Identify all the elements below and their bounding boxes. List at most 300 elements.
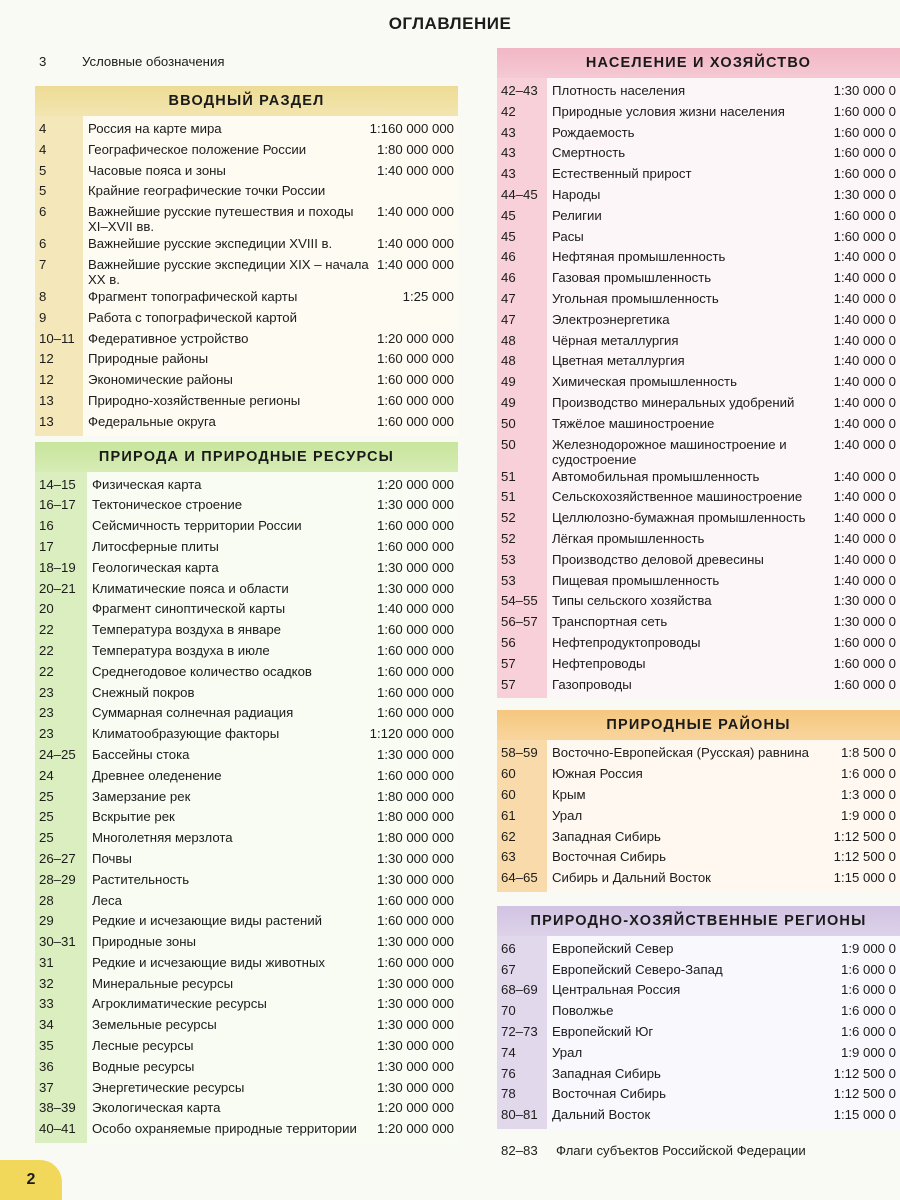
entry-page: 23 <box>39 705 54 721</box>
entry-scale: 1:60 000 000 <box>376 663 454 679</box>
entry-name: Важнейшие русские экспедиции XVIII в. <box>88 236 333 252</box>
toc-entry[interactable] <box>35 161 458 182</box>
entry-name: Древнее оледенение <box>92 767 222 783</box>
toc-entry[interactable] <box>497 289 900 310</box>
entry-scale: 1:60 000 000 <box>376 413 454 429</box>
toc-entry[interactable] <box>497 654 900 675</box>
entry-name: Поволжье <box>552 1003 614 1019</box>
entry-scale: 1:20 000 000 <box>376 330 454 346</box>
entry-name: Природные зоны <box>92 934 197 950</box>
entry-page: 6 <box>39 204 47 220</box>
entry-scale: 1:60 000 000 <box>376 767 454 783</box>
entry-page: 56 <box>501 634 516 650</box>
entry-page: 30–31 <box>39 934 76 950</box>
toc-entry[interactable] <box>35 558 458 579</box>
entry-page: 68–69 <box>501 982 538 998</box>
entry-scale: 1:30 000 000 <box>376 975 454 991</box>
entry-scale: 1:9 000 0 <box>841 940 896 956</box>
entry-name: Европейский Север <box>552 940 674 956</box>
entry-scale: 1:30 000 000 <box>376 559 454 575</box>
entry-scale: 1:12 500 0 <box>833 1086 896 1102</box>
entry-name: Физическая карта <box>92 476 202 492</box>
entry-page: 20–21 <box>39 580 76 596</box>
toc-entry[interactable] <box>497 1001 900 1022</box>
entry-page: 23 <box>39 684 54 700</box>
entry-name: Вскрытие рек <box>92 809 175 825</box>
toc-entry[interactable] <box>497 960 900 981</box>
toc-entry[interactable] <box>35 329 458 350</box>
toc-entry[interactable] <box>35 932 458 953</box>
entry-scale: 1:60 000 0 <box>833 145 896 161</box>
entry-scale: 1:9 000 0 <box>841 1044 896 1060</box>
entry-page: 22 <box>39 622 54 638</box>
entry-name: Энергетические ресурсы <box>92 1079 245 1095</box>
entry-scale: 1:15 000 0 <box>833 870 896 886</box>
entry-page: 29 <box>39 913 54 929</box>
entry-name: Тяжёлое машиностроение <box>552 415 715 431</box>
toc-entry[interactable] <box>35 516 458 537</box>
entry-page: 43 <box>501 166 516 182</box>
entry-page: 45 <box>501 207 516 223</box>
entry-page: 66 <box>501 940 516 956</box>
entry-name: Электроэнергетика <box>552 311 670 327</box>
entry-name: Фрагмент синоптической карты <box>92 601 286 617</box>
entry-page: 33 <box>39 996 54 1012</box>
toc-entry[interactable] <box>35 234 458 255</box>
toc-entry[interactable] <box>497 764 900 785</box>
entry-scale: 1:60 000 000 <box>376 538 454 554</box>
toc-entry[interactable] <box>35 620 458 641</box>
entry-page: 12 <box>39 351 54 367</box>
toc-entry[interactable] <box>35 870 458 891</box>
entry-scale: 1:40 000 000 <box>376 204 454 220</box>
entry-scale: 1:6 000 0 <box>841 1003 896 1019</box>
toc-entry[interactable] <box>35 119 458 140</box>
toc-entry[interactable] <box>497 571 900 592</box>
entry-name: Среднегодовое количество осадков <box>92 663 312 679</box>
toc-entry[interactable] <box>497 1105 900 1126</box>
toc-entry[interactable] <box>497 1084 900 1105</box>
entry-name: Сельскохозяйственное машиностроение <box>552 489 803 505</box>
entry-page: 23 <box>39 726 54 742</box>
entry-scale: 1:60 000 0 <box>833 103 896 119</box>
entry-page: 5 <box>39 162 47 178</box>
entry-page: 52 <box>501 530 516 546</box>
toc-entry[interactable] <box>35 683 458 704</box>
entry-page: 34 <box>39 1017 54 1033</box>
entry-scale: 1:40 000 000 <box>376 256 454 272</box>
section-body <box>35 116 458 436</box>
toc-entry[interactable] <box>497 467 900 488</box>
entry-page: 25 <box>39 788 54 804</box>
toc-entry[interactable] <box>35 349 458 370</box>
toc-entry[interactable] <box>35 994 458 1015</box>
toc-entry[interactable] <box>35 140 458 161</box>
section-body <box>497 740 900 892</box>
toc-entry[interactable] <box>497 529 900 550</box>
toc-entry[interactable] <box>35 745 458 766</box>
entry-scale: 1:40 000 0 <box>833 551 896 567</box>
toc-entry[interactable] <box>35 1036 458 1057</box>
entry-scale: 1:40 000 0 <box>833 489 896 505</box>
entry-name: Природные условия жизни населения <box>552 103 785 119</box>
toc-entry[interactable] <box>35 412 458 433</box>
entry-scale: 1:30 000 000 <box>376 1017 454 1033</box>
entry-page: 25 <box>39 830 54 846</box>
entry-name: Цветная металлургия <box>552 353 685 369</box>
entry-page: 50 <box>501 436 516 452</box>
entry-scale: 1:30 000 0 <box>833 186 896 202</box>
section-body <box>497 936 900 1129</box>
entry-scale: 1:40 000 0 <box>833 468 896 484</box>
entry-scale: 1:80 000 000 <box>376 830 454 846</box>
toc-entry[interactable] <box>497 206 900 227</box>
entry-name: Газовая промышленность <box>552 270 712 286</box>
section-regions <box>497 710 900 892</box>
entry-name: Плотность населения <box>552 83 686 98</box>
entry-scale: 1:30 000 0 <box>833 83 896 98</box>
entry-name: Религии <box>552 207 602 223</box>
entry-page: 62 <box>501 828 516 844</box>
toc-entry[interactable] <box>35 1098 458 1119</box>
toc-entry[interactable] <box>35 495 458 516</box>
toc-entry[interactable] <box>35 181 458 202</box>
entry-scale: 1:30 000 000 <box>376 746 454 762</box>
entry-page: 36 <box>39 1058 54 1074</box>
entry-scale: 1:60 000 000 <box>376 372 454 388</box>
entry-scale: 1:30 000 0 <box>833 614 896 630</box>
entry-page: 4 <box>39 141 47 157</box>
entry-scale: 1:60 000 0 <box>833 207 896 223</box>
entry-scale: 1:30 000 000 <box>376 934 454 950</box>
section-population <box>497 48 900 698</box>
toc-entry[interactable] <box>35 370 458 391</box>
toc-entry[interactable] <box>497 1022 900 1043</box>
entry-page: 22 <box>39 642 54 658</box>
entry-name: Минеральные ресурсы <box>92 975 234 991</box>
toc-entry[interactable] <box>497 227 900 248</box>
left-column <box>35 48 458 1143</box>
entry-page: 43 <box>501 124 516 140</box>
entry-page: 80–81 <box>501 1107 538 1123</box>
entry-page: 48 <box>501 332 516 348</box>
entry-scale: 1:12 500 0 <box>833 1065 896 1081</box>
toc-entry[interactable] <box>497 414 900 435</box>
toc-entry[interactable] <box>497 331 900 352</box>
toc-entry[interactable] <box>35 807 458 828</box>
entry-page: 17 <box>39 538 54 554</box>
entry-scale: 1:30 000 000 <box>376 996 454 1012</box>
entry-name: Дальний Восток <box>552 1107 651 1123</box>
right-column <box>497 48 900 1161</box>
entry-name: Редкие и исчезающие виды растений <box>92 913 323 929</box>
entry-name: Целлюлозно-бумажная промышленность <box>552 510 806 526</box>
entry-name: Условные обозначения <box>82 53 225 69</box>
entry-scale: 1:30 000 000 <box>376 850 454 866</box>
entry-name: Климатические пояса и области <box>92 580 289 596</box>
entry-scale: 1:40 000 0 <box>833 572 896 588</box>
entry-page: 16–17 <box>39 497 76 513</box>
entry-name: Восточная Сибирь <box>552 1086 666 1102</box>
toc-entry[interactable] <box>497 1043 900 1064</box>
entry-name: Агроклиматические ресурсы <box>92 996 267 1012</box>
toc-entry[interactable] <box>497 591 900 612</box>
entry-scale: 1:60 000 0 <box>833 124 896 140</box>
toc-entry[interactable] <box>497 185 900 206</box>
entry-page: 53 <box>501 551 516 567</box>
toc-entry[interactable] <box>497 164 900 185</box>
toc-entry[interactable] <box>35 641 458 662</box>
entry-scale: 1:60 000 000 <box>376 913 454 929</box>
entry-scale: 1:30 000 000 <box>376 1079 454 1095</box>
entry-page: 60 <box>501 766 516 782</box>
entry-page: 54–55 <box>501 593 538 609</box>
entry-name: Крайние географические точки России <box>88 183 326 199</box>
entry-name: Замерзание рек <box>92 788 191 804</box>
entry-page: 63 <box>501 849 516 865</box>
toc-entry[interactable] <box>35 599 458 620</box>
toc-entry[interactable] <box>497 372 900 393</box>
toc-entry[interactable] <box>497 487 900 508</box>
entry-page: 57 <box>501 655 516 671</box>
section-intro <box>35 86 458 436</box>
entry-page: 60 <box>501 786 516 802</box>
toc-entry[interactable] <box>497 868 900 889</box>
toc-entry[interactable] <box>35 255 458 287</box>
section-header: ПРИРОДНО-ХОЗЯЙСТВЕННЫЕ РЕГИОНЫ <box>497 906 900 936</box>
entry-scale: 1:60 000 0 <box>833 166 896 182</box>
toc-entry[interactable] <box>35 1015 458 1036</box>
entry-name: Восточно-Европейская (Русская) равнина <box>552 745 809 761</box>
entry-name: Нефтепроводы <box>552 655 646 671</box>
entry-page: 49 <box>501 394 516 410</box>
entry-page: 24–25 <box>39 746 76 762</box>
toc-entry[interactable] <box>497 612 900 633</box>
entry-name: Редкие и исчезающие виды животных <box>92 954 326 970</box>
entry-page: 61 <box>501 807 516 823</box>
entry-scale: 1:40 000 0 <box>833 332 896 348</box>
entry-name: Урал <box>552 807 583 823</box>
entry-scale: 1:80 000 000 <box>376 788 454 804</box>
entry-scale: 1:40 000 000 <box>376 236 454 252</box>
entry-name: Западная Сибирь <box>552 828 661 844</box>
entry-scale: 1:80 000 000 <box>376 141 454 157</box>
toc-entry[interactable] <box>35 1057 458 1078</box>
toc-entry[interactable] <box>497 939 900 960</box>
toc-entry[interactable] <box>497 1064 900 1085</box>
entry-name: Температура воздуха в июле <box>92 642 270 658</box>
section-body <box>497 78 900 698</box>
toc-entry[interactable] <box>35 953 458 974</box>
toc-entry[interactable] <box>497 785 900 806</box>
toc-entry[interactable] <box>497 351 900 372</box>
entry-name: Часовые пояса и зоны <box>88 162 226 178</box>
entry-name: Важнейшие русские путешествия и походы XI–XVII вв. <box>88 204 354 235</box>
toc-entry[interactable] <box>35 703 458 724</box>
entry-page: 47 <box>501 311 516 327</box>
entry-name: Транспортная сеть <box>552 614 668 630</box>
toc-entry[interactable] <box>35 579 458 600</box>
entry-page: 74 <box>501 1044 516 1060</box>
entry-scale: 1:6 000 0 <box>841 961 896 977</box>
toc-entry[interactable] <box>497 247 900 268</box>
entry-scale: 1:80 000 000 <box>376 809 454 825</box>
toc-entry[interactable] <box>497 81 900 102</box>
entry-scale: 1:40 000 0 <box>833 530 896 546</box>
toc-entry[interactable] <box>35 787 458 808</box>
entry-name: Европейский Юг <box>552 1024 654 1040</box>
entry-name: Экологическая карта <box>92 1100 221 1116</box>
entry-name: Нефтепродуктопроводы <box>552 634 701 650</box>
toc-entry[interactable] <box>35 662 458 683</box>
entry-name: Географическое положение России <box>88 141 307 157</box>
entry-page: 46 <box>501 270 516 286</box>
toc-entry[interactable] <box>497 123 900 144</box>
entry-page: 13 <box>39 413 54 429</box>
toc-entry[interactable] <box>497 393 900 414</box>
entry-name: Южная Россия <box>552 766 643 782</box>
entry-name: Особо охраняемые природные территории <box>92 1121 357 1137</box>
toc-entry[interactable] <box>497 633 900 654</box>
toc-entry[interactable] <box>497 268 900 289</box>
entry-scale: 1:3 000 0 <box>841 786 896 802</box>
entry-scale: 1:30 000 000 <box>376 871 454 887</box>
entry-page: 38–39 <box>39 1100 76 1116</box>
entry-scale: 1:60 000 000 <box>376 351 454 367</box>
flags-entry[interactable] <box>497 1139 900 1161</box>
entry-name: Леса <box>92 892 122 908</box>
toc-entry[interactable] <box>35 974 458 995</box>
toc-entry[interactable] <box>35 828 458 849</box>
toc-entry[interactable] <box>497 435 900 467</box>
entry-page: 6 <box>39 236 47 252</box>
entry-page: 40–41 <box>39 1121 76 1137</box>
entry-page: 3 <box>39 53 47 69</box>
entry-scale: 1:60 000 000 <box>376 705 454 721</box>
entry-name: Федеральные округа <box>88 413 216 429</box>
legend-entry[interactable] <box>35 48 458 74</box>
toc-entry[interactable] <box>35 391 458 412</box>
entry-page: 10–11 <box>39 330 75 346</box>
toc-entry[interactable] <box>35 1119 458 1140</box>
entry-scale: 1:40 000 0 <box>833 311 896 327</box>
entry-name: Водные ресурсы <box>92 1058 195 1074</box>
toc-entry[interactable] <box>497 827 900 848</box>
entry-scale: 1:60 000 0 <box>833 228 896 244</box>
entry-name: Тектоническое строение <box>92 497 243 513</box>
entry-page: 45 <box>501 228 516 244</box>
entry-scale: 1:40 000 0 <box>833 374 896 390</box>
toc-entry[interactable] <box>497 847 900 868</box>
entry-scale: 1:40 000 0 <box>833 270 896 286</box>
entry-page: 46 <box>501 249 516 265</box>
entry-scale: 1:120 000 000 <box>369 726 454 742</box>
section-header: ПРИРОДНЫЕ РАЙОНЫ <box>497 710 900 740</box>
entry-name: Центральная Россия <box>552 982 681 998</box>
toc-entry[interactable] <box>35 202 458 234</box>
entry-scale: 1:40 000 0 <box>833 249 896 265</box>
entry-name: Чёрная металлургия <box>552 332 679 348</box>
entry-page: 28–29 <box>39 871 76 887</box>
entry-scale: 1:60 000 000 <box>376 892 454 908</box>
entry-name: Лесные ресурсы <box>92 1038 194 1054</box>
entry-page: 9 <box>39 309 47 325</box>
toc-entry[interactable] <box>497 743 900 764</box>
entry-scale: 1:40 000 0 <box>833 510 896 526</box>
section-economic <box>497 906 900 1129</box>
toc-entry[interactable] <box>497 675 900 696</box>
entry-scale: 1:12 500 0 <box>833 828 896 844</box>
toc-entry[interactable] <box>35 1078 458 1099</box>
entry-scale: 1:9 000 0 <box>841 807 896 823</box>
entry-scale: 1:8 500 0 <box>841 745 896 761</box>
entry-name: Многолетняя мерзлота <box>92 830 233 846</box>
entry-scale: 1:60 000 0 <box>833 634 896 650</box>
entry-name: Естественный прирост <box>552 166 692 182</box>
entry-name: Природные районы <box>88 351 209 367</box>
entry-scale: 1:60 000 0 <box>833 676 896 692</box>
toc-entry[interactable] <box>35 911 458 932</box>
toc-entry[interactable] <box>497 550 900 571</box>
section-body <box>35 472 458 1144</box>
entry-page: 25 <box>39 809 54 825</box>
section-nature <box>35 442 458 1144</box>
toc-entry[interactable] <box>35 724 458 745</box>
entry-name: Химическая промышленность <box>552 374 737 390</box>
entry-scale: 1:20 000 000 <box>376 1100 454 1116</box>
entry-name: Важнейшие русские экспедиции XIX – начала XX в. <box>88 256 369 287</box>
toc-entry[interactable] <box>497 508 900 529</box>
entry-name: Почвы <box>92 850 132 866</box>
toc-entry[interactable] <box>497 143 900 164</box>
toc-entry[interactable] <box>497 980 900 1001</box>
entry-page: 49 <box>501 374 516 390</box>
entry-name: Снежный покров <box>92 684 195 700</box>
entry-page: 22 <box>39 663 54 679</box>
toc-entry[interactable] <box>35 849 458 870</box>
entry-name: Суммарная солнечная радиация <box>92 705 294 721</box>
entry-page: 42 <box>501 103 516 119</box>
entry-page: 14–15 <box>39 476 76 492</box>
entry-scale: 1:6 000 0 <box>841 982 896 998</box>
toc-entry[interactable] <box>35 475 458 496</box>
entry-name: Земельные ресурсы <box>92 1017 217 1033</box>
toc-entry[interactable] <box>35 766 458 787</box>
entry-name: Сибирь и Дальний Восток <box>552 870 711 886</box>
entry-page: 50 <box>501 415 516 431</box>
entry-name: Автомобильная промышленность <box>552 468 760 484</box>
toc-entry[interactable] <box>35 287 458 308</box>
entry-page: 43 <box>501 145 516 161</box>
entry-page: 18–19 <box>39 559 76 575</box>
toc-entry[interactable] <box>35 891 458 912</box>
entry-name: Расы <box>552 228 584 244</box>
toc-entry[interactable] <box>497 102 900 123</box>
entry-name: Температура воздуха в январе <box>92 622 282 638</box>
entry-name: Растительность <box>92 871 190 887</box>
toc-entry[interactable] <box>35 308 458 329</box>
section-header: НАСЕЛЕНИЕ И ХОЗЯЙСТВО <box>497 48 900 78</box>
toc-entry[interactable] <box>35 537 458 558</box>
entry-page: 51 <box>501 468 516 484</box>
toc-entry[interactable] <box>497 310 900 331</box>
entry-page: 8 <box>39 288 47 304</box>
entry-name: Литосферные плиты <box>92 538 219 554</box>
entry-page: 5 <box>39 183 47 199</box>
toc-entry[interactable] <box>497 806 900 827</box>
entry-scale: 1:6 000 0 <box>841 766 896 782</box>
entry-name: Природно-хозяйственные регионы <box>88 392 301 408</box>
